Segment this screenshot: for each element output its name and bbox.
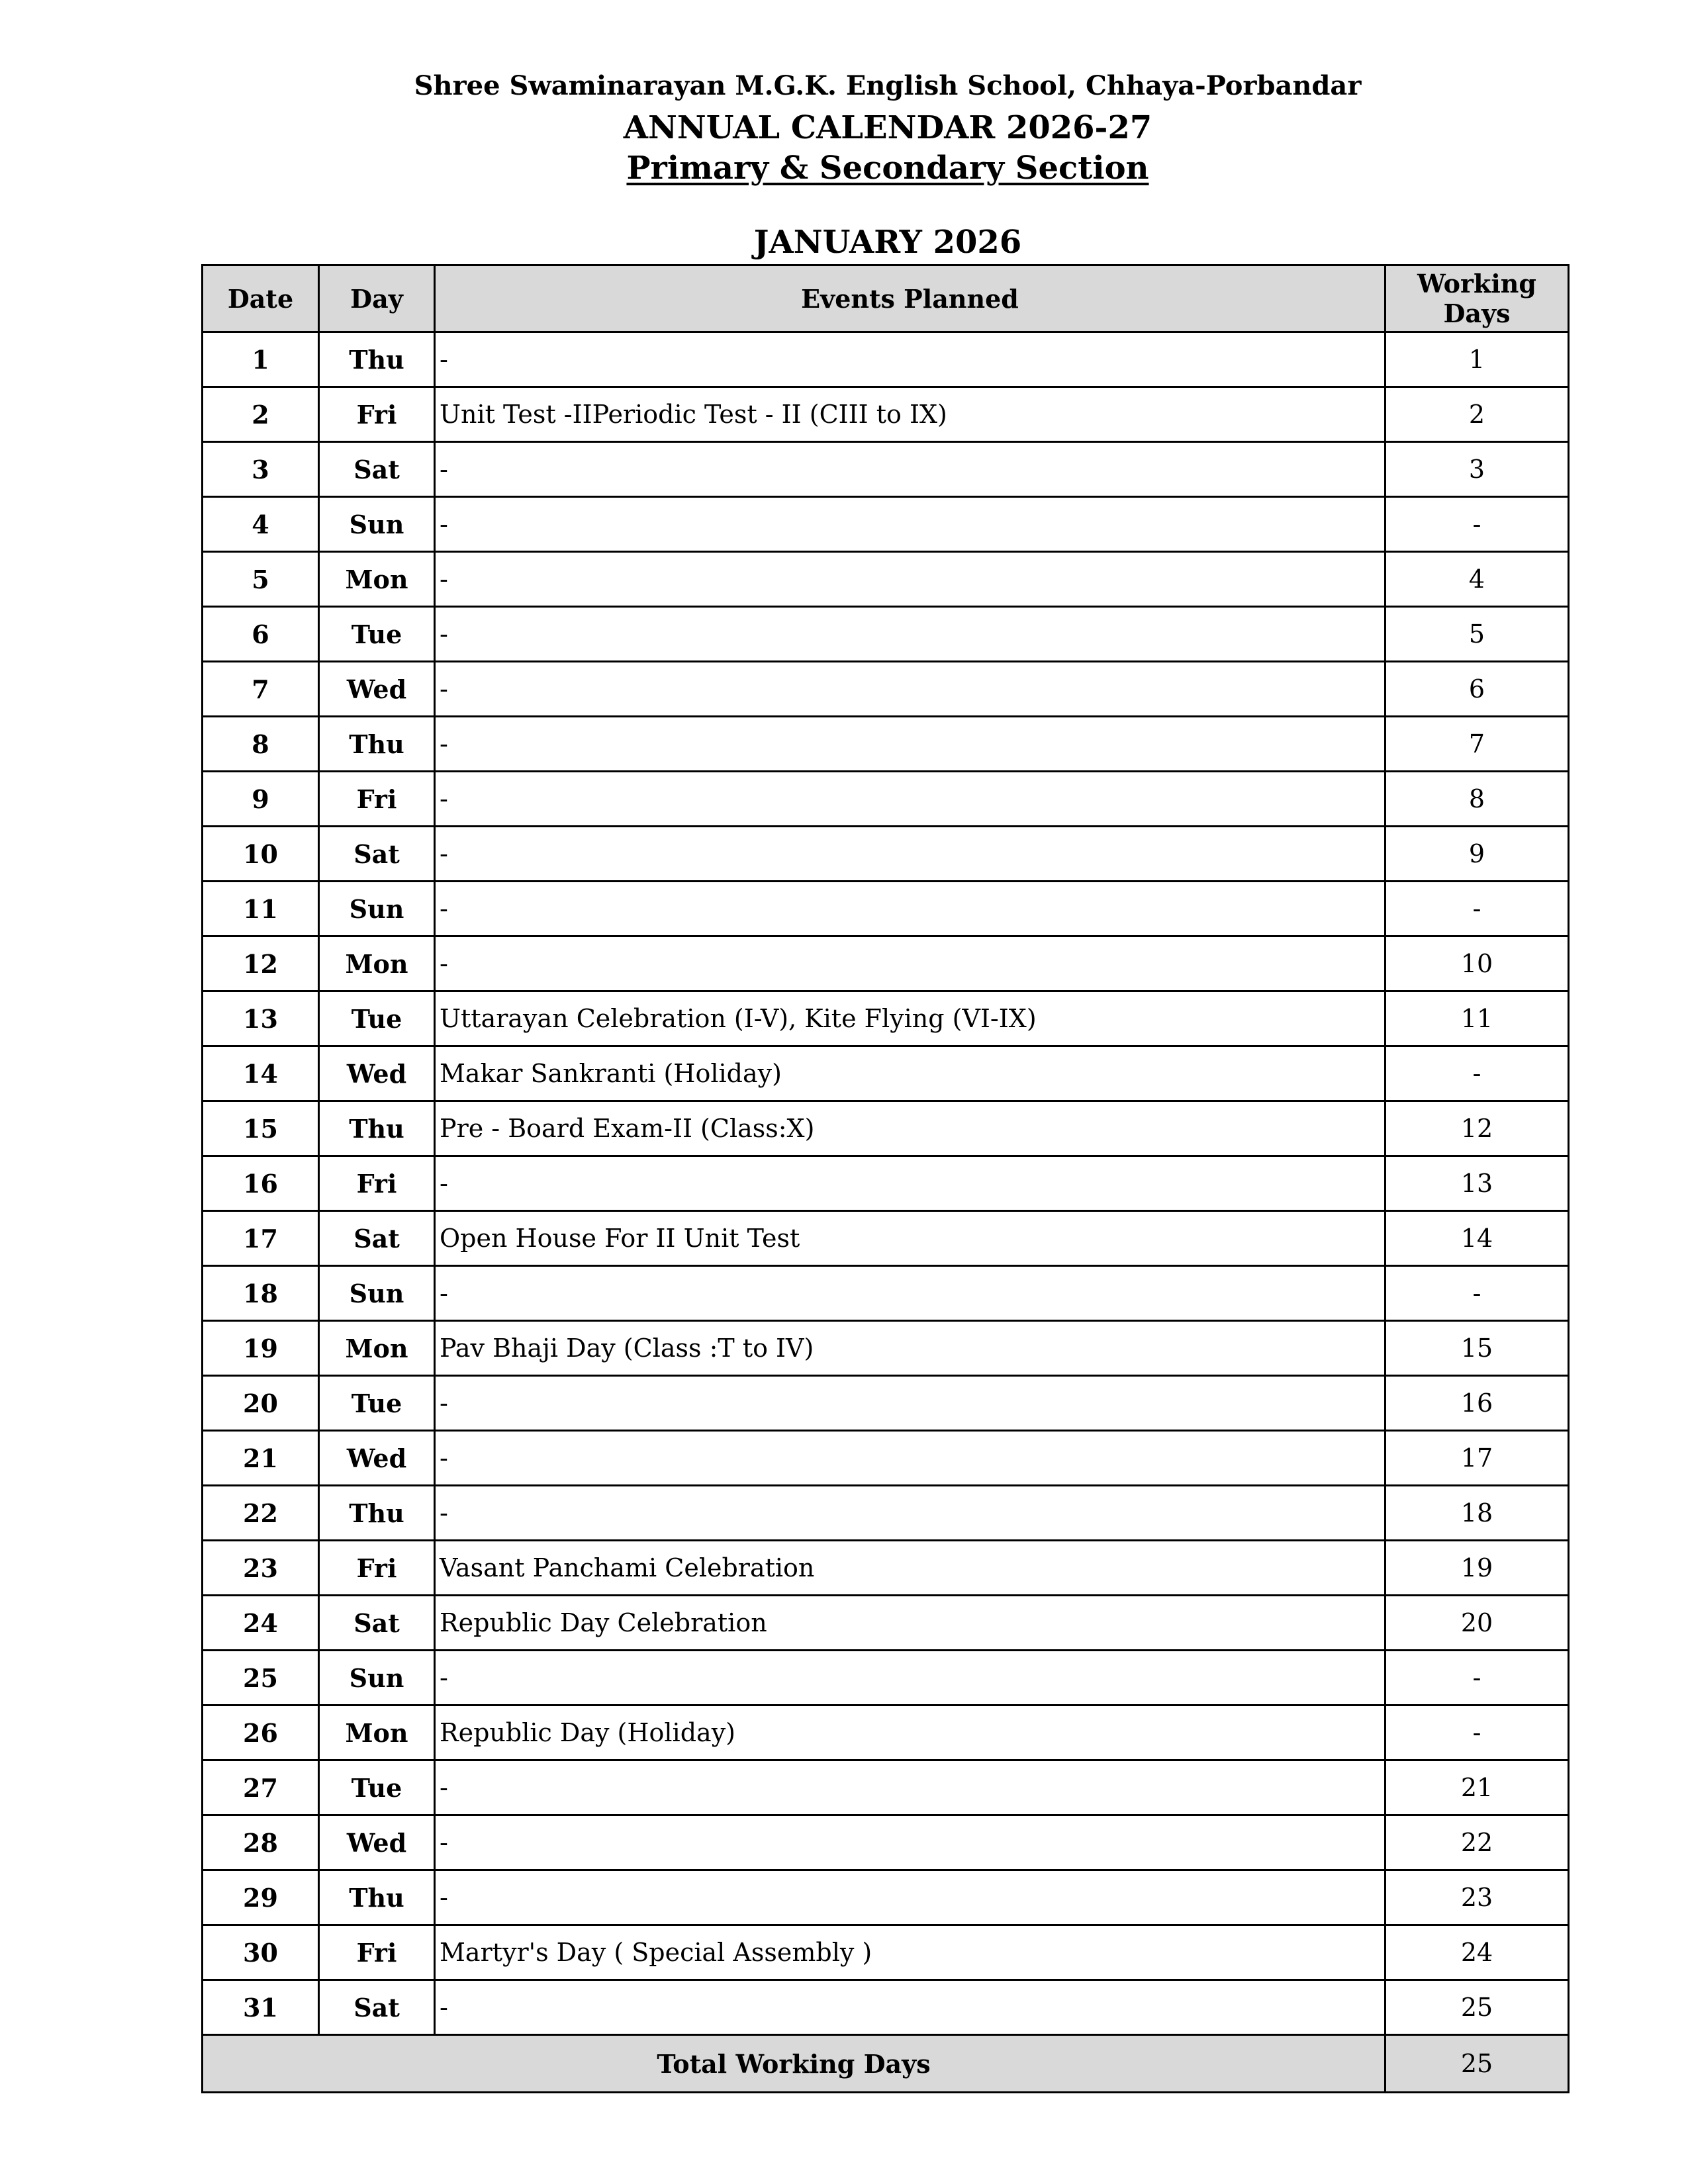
- event-cell: -: [435, 442, 1385, 497]
- day-cell: Sun: [319, 1651, 435, 1706]
- day-cell: Fri: [319, 772, 435, 827]
- date-cell: 5: [203, 552, 319, 607]
- day-cell: Sat: [319, 1211, 435, 1266]
- event-cell: -: [435, 882, 1385, 936]
- event-cell: -: [435, 936, 1385, 991]
- working-days-column-header: Working Days: [1385, 265, 1569, 332]
- event-cell: -: [435, 1980, 1385, 2035]
- day-cell: Tue: [319, 991, 435, 1046]
- section-title: Primary & Secondary Section: [626, 150, 1149, 187]
- table-row: [203, 497, 1569, 552]
- date-cell: 6: [203, 607, 319, 662]
- day-cell: Thu: [319, 332, 435, 387]
- event-cell: Uttarayan Celebration (I-V), Kite Flying (VI-IX): [435, 991, 1385, 1046]
- event-cell: -: [435, 662, 1385, 717]
- date-cell: 1: [203, 332, 319, 387]
- working-days-cell: 13: [1385, 1156, 1569, 1211]
- table-row: [203, 1815, 1569, 1870]
- date-cell: 12: [203, 936, 319, 991]
- event-cell: -: [435, 332, 1385, 387]
- calendar-table: [201, 264, 1570, 2093]
- day-cell: Wed: [319, 662, 435, 717]
- working-days-cell: -: [1385, 1651, 1569, 1706]
- event-cell: -: [435, 497, 1385, 552]
- day-cell: Mon: [319, 936, 435, 991]
- event-cell: Vasant Panchami Celebration: [435, 1541, 1385, 1596]
- date-cell: 7: [203, 662, 319, 717]
- working-days-cell: 5: [1385, 607, 1569, 662]
- day-cell: Mon: [319, 1321, 435, 1376]
- table-row: [203, 662, 1569, 717]
- table-row: [203, 332, 1569, 387]
- date-cell: 20: [203, 1376, 319, 1431]
- day-cell: Thu: [319, 717, 435, 772]
- day-cell: Wed: [319, 1431, 435, 1486]
- table-row: [203, 1596, 1569, 1651]
- date-cell: 26: [203, 1706, 319, 1760]
- day-cell: Tue: [319, 1760, 435, 1815]
- date-cell: 27: [203, 1760, 319, 1815]
- working-days-cell: 18: [1385, 1486, 1569, 1541]
- working-days-cell: 9: [1385, 827, 1569, 882]
- event-cell: -: [435, 1815, 1385, 1870]
- event-cell: -: [435, 827, 1385, 882]
- date-cell: 19: [203, 1321, 319, 1376]
- day-cell: Sat: [319, 1980, 435, 2035]
- total-working-days-value: 25: [1385, 2035, 1569, 2093]
- working-days-cell: -: [1385, 1266, 1569, 1321]
- date-cell: 2: [203, 387, 319, 442]
- working-days-cell: 12: [1385, 1101, 1569, 1156]
- working-days-cell: 2: [1385, 387, 1569, 442]
- date-cell: 23: [203, 1541, 319, 1596]
- date-cell: 14: [203, 1046, 319, 1101]
- day-cell: Sat: [319, 827, 435, 882]
- table-row: [203, 717, 1569, 772]
- table-row: [203, 1376, 1569, 1431]
- working-days-cell: 14: [1385, 1211, 1569, 1266]
- table-row: [203, 607, 1569, 662]
- working-days-cell: 24: [1385, 1925, 1569, 1980]
- date-cell: 21: [203, 1431, 319, 1486]
- working-days-cell: 3: [1385, 442, 1569, 497]
- date-cell: 22: [203, 1486, 319, 1541]
- table-row: [203, 1925, 1569, 1980]
- date-cell: 15: [203, 1101, 319, 1156]
- table-row: [203, 1760, 1569, 1815]
- day-cell: Tue: [319, 607, 435, 662]
- event-cell: -: [435, 1266, 1385, 1321]
- day-cell: Fri: [319, 1541, 435, 1596]
- table-row: [203, 442, 1569, 497]
- working-days-cell: 19: [1385, 1541, 1569, 1596]
- table-row: [203, 387, 1569, 442]
- event-cell: -: [435, 1651, 1385, 1706]
- date-cell: 30: [203, 1925, 319, 1980]
- table-row: [203, 1541, 1569, 1596]
- date-cell: 18: [203, 1266, 319, 1321]
- event-cell: Republic Day (Holiday): [435, 1706, 1385, 1760]
- working-days-cell: 17: [1385, 1431, 1569, 1486]
- date-cell: 10: [203, 827, 319, 882]
- table-row: [203, 1211, 1569, 1266]
- working-days-cell: 10: [1385, 936, 1569, 991]
- day-cell: Sun: [319, 882, 435, 936]
- event-cell: Pre - Board Exam-II (Class:X): [435, 1101, 1385, 1156]
- table-row: [203, 882, 1569, 936]
- event-cell: Open House For II Unit Test: [435, 1211, 1385, 1266]
- table-row: [203, 1431, 1569, 1486]
- working-days-cell: 22: [1385, 1815, 1569, 1870]
- working-days-cell: 21: [1385, 1760, 1569, 1815]
- day-cell: Thu: [319, 1870, 435, 1925]
- working-days-cell: -: [1385, 497, 1569, 552]
- event-cell: Makar Sankranti (Holiday): [435, 1046, 1385, 1101]
- event-cell: -: [435, 1760, 1385, 1815]
- date-cell: 24: [203, 1596, 319, 1651]
- working-days-cell: 1: [1385, 332, 1569, 387]
- day-cell: Mon: [319, 552, 435, 607]
- table-row: [203, 827, 1569, 882]
- day-cell: Sat: [319, 442, 435, 497]
- school-name: Shree Swaminarayan M.G.K. English School, Chhaya-Porbandar: [414, 70, 1362, 101]
- date-cell: 17: [203, 1211, 319, 1266]
- day-cell: Fri: [319, 387, 435, 442]
- table-row: [203, 1651, 1569, 1706]
- table-row: [203, 1321, 1569, 1376]
- event-cell: -: [435, 1156, 1385, 1211]
- event-cell: -: [435, 1376, 1385, 1431]
- total-row: [203, 2035, 1569, 2093]
- date-cell: 11: [203, 882, 319, 936]
- table-row: [203, 1266, 1569, 1321]
- date-column-header: Date: [203, 265, 319, 332]
- day-cell: Tue: [319, 1376, 435, 1431]
- table-row: [203, 1046, 1569, 1101]
- event-cell: -: [435, 1870, 1385, 1925]
- month-title: JANUARY 2026: [753, 224, 1022, 261]
- table-row: [203, 1156, 1569, 1211]
- working-days-cell: 8: [1385, 772, 1569, 827]
- day-cell: Wed: [319, 1046, 435, 1101]
- date-cell: 4: [203, 497, 319, 552]
- total-working-days-label: Total Working Days: [203, 2035, 1385, 2093]
- event-cell: -: [435, 607, 1385, 662]
- working-days-cell: -: [1385, 882, 1569, 936]
- working-days-cell: 25: [1385, 1980, 1569, 2035]
- table-row: [203, 936, 1569, 991]
- working-days-cell: -: [1385, 1706, 1569, 1760]
- calendar-title: ANNUAL CALENDAR 2026-27: [623, 109, 1152, 146]
- day-cell: Mon: [319, 1706, 435, 1760]
- table-row: [203, 772, 1569, 827]
- day-cell: Thu: [319, 1101, 435, 1156]
- table-row: [203, 1706, 1569, 1760]
- working-days-cell: -: [1385, 1046, 1569, 1101]
- table-row: [203, 1486, 1569, 1541]
- event-cell: -: [435, 552, 1385, 607]
- event-cell: -: [435, 1486, 1385, 1541]
- event-cell: -: [435, 717, 1385, 772]
- event-cell: Pav Bhaji Day (Class :T to IV): [435, 1321, 1385, 1376]
- table-row: [203, 1980, 1569, 2035]
- table-row: [203, 1101, 1569, 1156]
- date-cell: 3: [203, 442, 319, 497]
- table-row: [203, 1870, 1569, 1925]
- day-cell: Sat: [319, 1596, 435, 1651]
- event-cell: Unit Test -IIPeriodic Test - II (CIII to IX): [435, 387, 1385, 442]
- date-cell: 13: [203, 991, 319, 1046]
- date-cell: 25: [203, 1651, 319, 1706]
- table-row: [203, 552, 1569, 607]
- day-cell: Sun: [319, 497, 435, 552]
- day-cell: Thu: [319, 1486, 435, 1541]
- day-cell: Fri: [319, 1156, 435, 1211]
- working-days-cell: 16: [1385, 1376, 1569, 1431]
- day-column-header: Day: [319, 265, 435, 332]
- working-days-cell: 20: [1385, 1596, 1569, 1651]
- header-row: [203, 265, 1569, 332]
- date-cell: 9: [203, 772, 319, 827]
- event-cell: -: [435, 772, 1385, 827]
- working-days-cell: 23: [1385, 1870, 1569, 1925]
- working-days-cell: 15: [1385, 1321, 1569, 1376]
- date-cell: 31: [203, 1980, 319, 2035]
- date-cell: 16: [203, 1156, 319, 1211]
- table-row: [203, 991, 1569, 1046]
- event-cell: -: [435, 1431, 1385, 1486]
- date-cell: 29: [203, 1870, 319, 1925]
- working-days-cell: 11: [1385, 991, 1569, 1046]
- event-cell: Martyr's Day ( Special Assembly ): [435, 1925, 1385, 1980]
- working-days-cell: 4: [1385, 552, 1569, 607]
- date-cell: 8: [203, 717, 319, 772]
- working-days-cell: 6: [1385, 662, 1569, 717]
- event-cell: Republic Day Celebration: [435, 1596, 1385, 1651]
- working-days-cell: 7: [1385, 717, 1569, 772]
- day-cell: Fri: [319, 1925, 435, 1980]
- date-cell: 28: [203, 1815, 319, 1870]
- day-cell: Wed: [319, 1815, 435, 1870]
- day-cell: Sun: [319, 1266, 435, 1321]
- events-column-header: Events Planned: [435, 265, 1385, 332]
